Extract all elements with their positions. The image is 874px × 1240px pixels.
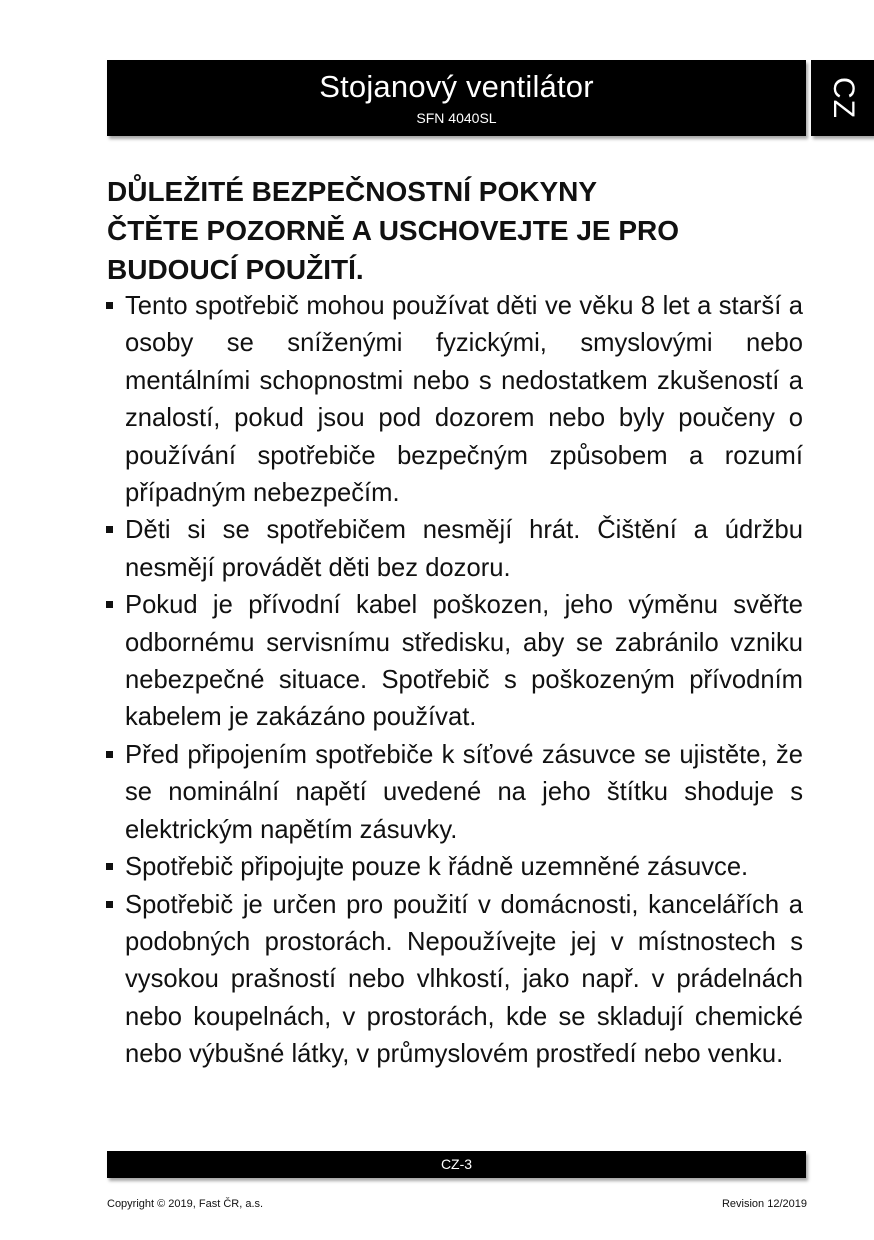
instruction-text: Spotřebič připojujte pouze k řádně uzemněné zásuvce. (125, 853, 749, 882)
square-bullet-icon (106, 526, 113, 533)
heading-line: ČTĚTE POZORNĚ A USCHOVEJTE JE PRO (107, 215, 680, 246)
instruction-text: Tento spotřebič mohou používat děti ve věku 8 let a starší a osoby se sníženými fyzickými, smyslovými nebo mentálními schopnostmi nebo s nedostatkem zkušeností a znalostí, pokud jsou pod dozorem nebo byly poučeny o používání spotřebiče bezpečným způsobem a rozumí případným nebezpečím. (125, 292, 803, 508)
instruction-item (105, 587, 803, 737)
header-bar (107, 60, 806, 136)
instruction-item (105, 288, 803, 512)
instruction-item (105, 887, 803, 1074)
square-bullet-icon (106, 901, 113, 908)
page-number: CZ-3 (440, 1156, 473, 1172)
instruction-text: Děti si se spotřebičem nesmějí hrát. Čištění a údržbu nesmějí provádět děti bez dozoru. (125, 516, 803, 582)
square-bullet-icon (106, 751, 113, 758)
copyright-notice: Copyright © 2019, Fast ČR, a.s. (107, 1198, 264, 1210)
safety-instructions-list (105, 288, 803, 1074)
instruction-text: Pokud je přívodní kabel poškozen, jeho výměnu svěřte odbornému servisnímu středisku, aby se zabránilo vzniku nebezpečné situace. Spotřebič s poškozeným přívodním kabelem je zakázáno používat. (125, 591, 803, 732)
square-bullet-icon (106, 601, 113, 608)
language-tab (811, 60, 874, 136)
footer-bar (107, 1151, 806, 1178)
model-number: SFN 4040SL (416, 110, 497, 126)
instruction-item (105, 737, 803, 849)
square-bullet-icon (106, 302, 113, 309)
instruction-item (105, 512, 803, 587)
square-bullet-icon (106, 863, 113, 870)
document-title: Stojanový ventilátor (319, 69, 594, 104)
heading-line: BUDOUCÍ POUŽITÍ. (107, 254, 364, 285)
section-heading (107, 172, 807, 289)
instruction-item (105, 849, 803, 886)
heading-line: DŮLEŽITÉ BEZPEČNOSTNÍ POKYNY (107, 176, 598, 207)
language-tab-label: CZ (826, 77, 860, 119)
instruction-text: Před připojením spotřebiče k síťové zásuvce se ujistěte, že se nominální napětí uvedené na jeho štítku shoduje s elektrickým napětím zásuvky. (125, 740, 803, 844)
revision-label: Revision 12/2019 (721, 1198, 807, 1210)
instruction-text: Spotřebič je určen pro použití v domácnosti, kancelářích a podobných prostorách. Nepoužívejte jej v místnostech s vysokou prašností nebo vlhkostí, jako např. v prádelnách nebo koupelnách, v prostorách, kde se skladují chemické nebo výbušné látky, v průmyslovém prostředí nebo venku. (125, 890, 803, 1069)
